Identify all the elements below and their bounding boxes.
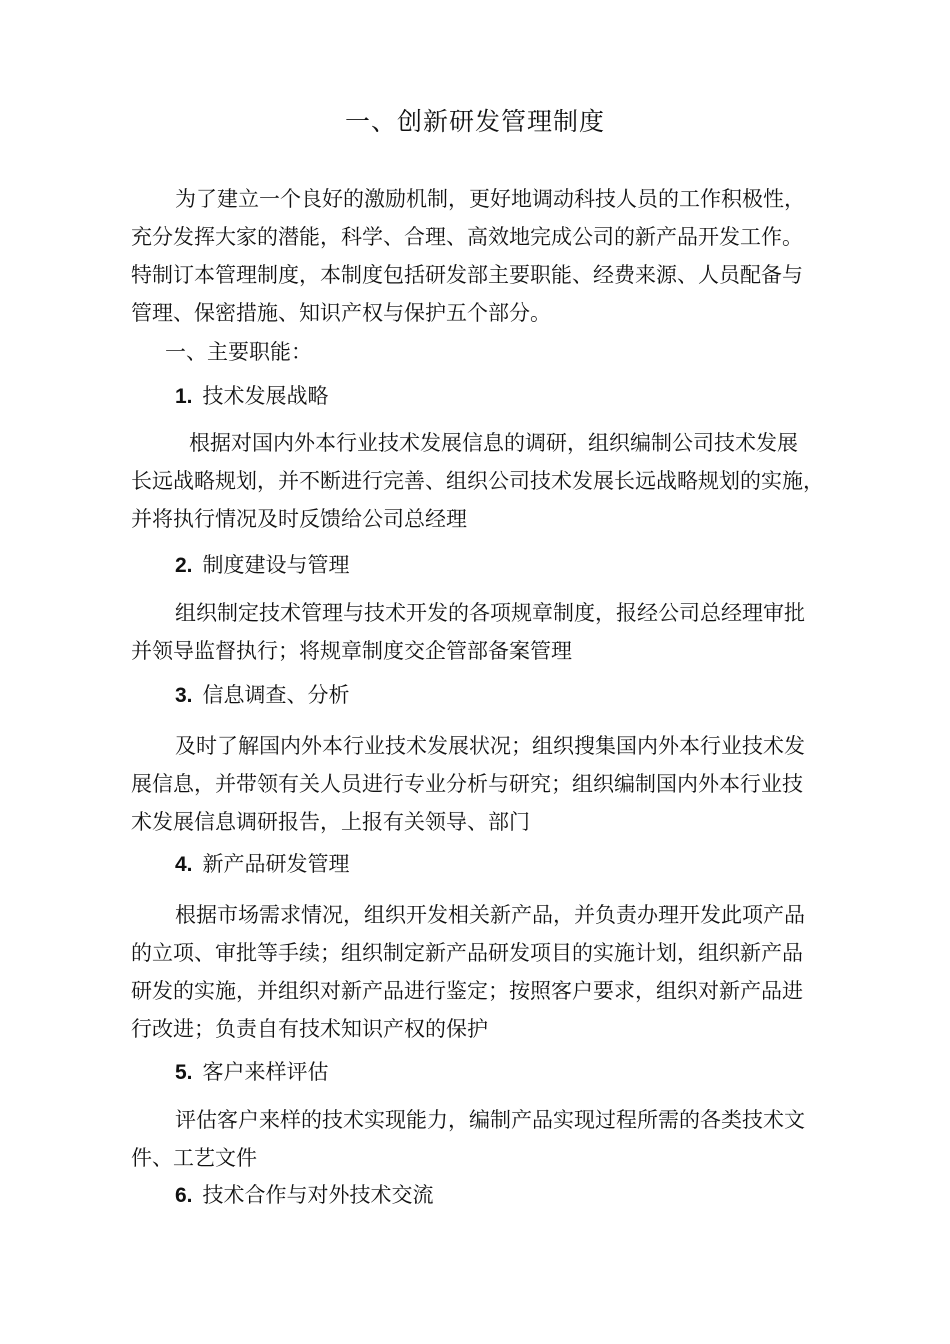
- item-number: 1.: [175, 385, 193, 408]
- item-heading-1: [175, 381, 329, 412]
- item-title: 新产品研发管理: [202, 852, 350, 876]
- intro-line: 为了建立一个良好的激励机制，更好地调动科技人员的工作积极性，: [175, 187, 805, 211]
- paragraph-line: 并将执行情况及时反馈给公司总经理: [131, 507, 467, 531]
- item-title: 技术合作与对外技术交流: [202, 1183, 434, 1207]
- intro-paragraph: [131, 180, 856, 332]
- intro-line: 充分发挥大家的潜能，科学、合理、高效地完成公司的新产品开发工作。: [131, 225, 803, 249]
- item-paragraph-2: [131, 594, 856, 670]
- intro-line: 管理、保密措施、知识产权与保护五个部分。: [131, 301, 551, 325]
- item-paragraph-1: [131, 424, 856, 538]
- item-paragraph-5: [131, 1101, 856, 1177]
- item-title: 制度建设与管理: [202, 553, 350, 577]
- paragraph-line: 根据市场需求情况，组织开发相关新产品，并负责办理开发此项产品: [175, 903, 805, 927]
- item-heading-6: [175, 1180, 434, 1211]
- item-number: 4.: [175, 853, 193, 876]
- item-number: 6.: [175, 1184, 193, 1207]
- item-heading-5: [175, 1057, 329, 1088]
- paragraph-line: 并领导监督执行；将规章制度交企管部备案管理: [131, 639, 572, 663]
- paragraph-line: 根据对国内外本行业技术发展信息的调研，组织编制公司技术发展: [189, 431, 798, 455]
- section-heading: 一、主要职能：: [165, 340, 312, 364]
- item-title: 信息调查、分析: [202, 683, 350, 707]
- intro-line: 特制订本管理制度，本制度包括研发部主要职能、经费来源、人员配备与: [131, 263, 803, 287]
- paragraph-line: 研发的实施，并组织对新产品进行鉴定；按照客户要求，组织对新产品进: [131, 979, 803, 1003]
- paragraph-line: 行改进；负责自有技术知识产权的保护: [131, 1017, 488, 1041]
- page-title: 一、创新研发管理制度: [344, 107, 605, 136]
- item-number: 2.: [175, 554, 193, 577]
- paragraph-line: 长远战略规划，并不断进行完善、组织公司技术发展长远战略规划的实施，: [131, 469, 824, 493]
- paragraph-line: 件、工艺文件: [131, 1146, 257, 1170]
- paragraph-line: 及时了解国内外本行业技术发展状况；组织搜集国内外本行业技术发: [175, 734, 805, 758]
- item-heading-4: [175, 849, 350, 880]
- item-heading-2: [175, 550, 350, 581]
- item-number: 3.: [175, 684, 193, 707]
- paragraph-line: 评估客户来样的技术实现能力，编制产品实现过程所需的各类技术文: [175, 1108, 805, 1132]
- item-title: 技术发展战略: [202, 384, 329, 408]
- item-heading-3: [175, 680, 350, 711]
- paragraph-line: 术发展信息调研报告，上报有关领导、部门: [131, 810, 530, 834]
- paragraph-line: 展信息，并带领有关人员进行专业分析与研究；组织编制国内外本行业技: [131, 772, 803, 796]
- item-title: 客户来样评估: [202, 1060, 329, 1084]
- paragraph-line: 的立项、审批等手续；组织制定新产品研发项目的实施计划，组织新产品: [131, 941, 803, 965]
- item-paragraph-4: [131, 896, 856, 1048]
- item-paragraph-3: [131, 727, 856, 841]
- paragraph-line: 组织制定技术管理与技术开发的各项规章制度，报经公司总经理审批: [175, 601, 805, 625]
- item-number: 5.: [175, 1061, 193, 1084]
